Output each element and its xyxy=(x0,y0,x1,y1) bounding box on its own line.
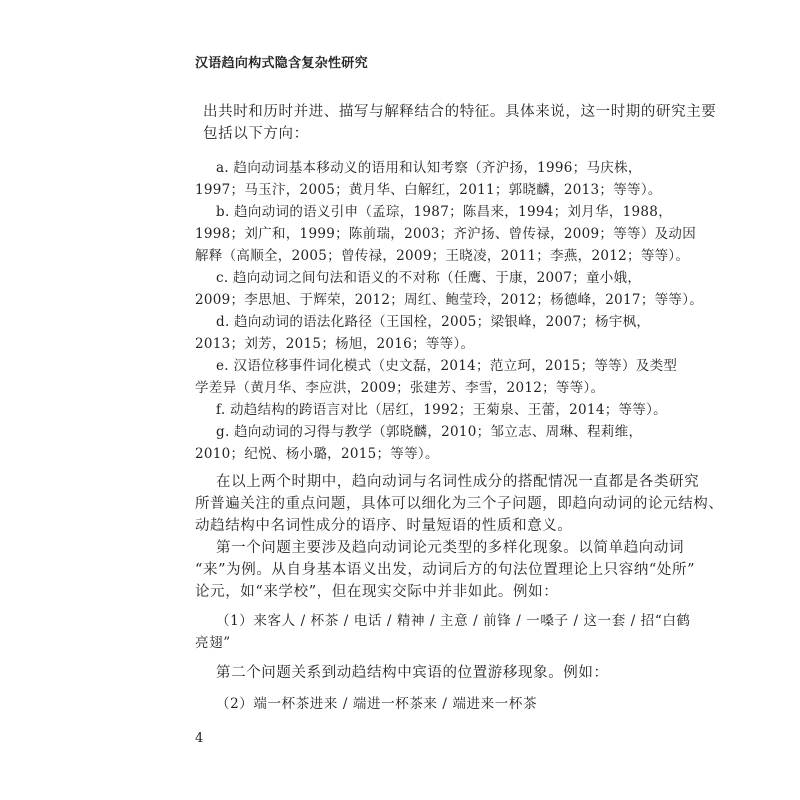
paragraph-line: 所普遍关注的重点问题，具体可以细化为三个子问题，即趋向动词的论元结构、 xyxy=(195,496,724,512)
example-2: （2）端一杯茶进来 / 端进一杯茶来 / 端进来一杯茶 xyxy=(216,696,538,712)
paragraph-line: 第一个问题主要涉及趋向动词论元类型的多样化现象。以简单趋向动词 xyxy=(216,540,685,556)
page-number: 4 xyxy=(195,731,204,746)
paragraph-line: 在以上两个时期中，趋向动词与名词性成分的搭配情况一直都是各类研究 xyxy=(216,474,700,490)
list-item-b-cont: 1998；刘广和，1999；陈前瑞，2003；齐沪扬、曾传禄，2009；等等）及动因 xyxy=(195,226,697,242)
list-item-b-cont: 解释（高顺全，2005；曾传禄，2009；王晓凌，2011；李燕，2012；等等）。 xyxy=(195,248,690,264)
list-item-a-cont: 1997；马玉汴，2005；黄月华、白解红，2011；郭晓麟，2013；等等）。 xyxy=(195,182,662,198)
paragraph-line: “来”为例。从自身基本语义出发，动词后方的句法位置理论上只容纳“处所” xyxy=(195,562,696,578)
list-item-c: c. 趋向动词之间句法和语义的不对称（任鹰、于康，2007；童小娥， xyxy=(216,270,642,286)
list-item-e-cont: 学差异（黄月华、李应洪，2009；张建芳、李雪，2012；等等）。 xyxy=(195,380,605,396)
running-head: 汉语趋向构式隐含复杂性研究 xyxy=(195,56,368,71)
intro-line: 包括以下方向： xyxy=(203,126,309,142)
list-item-f: f. 动趋结构的跨语言对比（居红，1992；王菊泉、王蕾，2014；等等）。 xyxy=(216,402,667,418)
paragraph-line: 论元，如“来学校”，但在现实交际中并非如此。例如： xyxy=(195,584,559,600)
list-item-g-cont: 2010；纪悦、杨小璐，2015；等等）。 xyxy=(195,446,439,462)
list-item-g: g. 趋向动词的习得与教学（郭晓麟，2010；邹立志、周琳、程莉维， xyxy=(216,424,643,440)
example-1: （1）来客人 / 杯茶 / 电话 / 精神 / 主意 / 前锋 / 一嗓子 / 这一套 / 招“白鹤 xyxy=(216,613,691,629)
list-item-b: b. 趋向动词的语义引申（孟琮，1987；陈昌来，1994；刘月华，1988， xyxy=(216,204,672,220)
intro-line: 出共时和历时并进、描写与解释结合的特征。具体来说，这一时期的研究主要 xyxy=(203,104,717,120)
paragraph-line: 第二个问题关系到动趋结构中宾语的位置游移现象。例如： xyxy=(216,665,609,681)
list-item-d-cont: 2013；刘芳，2015；杨旭，2016；等等）。 xyxy=(195,336,475,352)
list-item-d: d. 趋向动词的语法化路径（王国栓，2005；梁银峰，2007；杨宇枫， xyxy=(216,314,651,330)
paragraph-line: 动趋结构中名词性成分的语序、时量短语的性质和意义。 xyxy=(195,518,573,534)
example-1-cont: 亮翅” xyxy=(195,635,231,651)
list-item-c-cont: 2009；李思旭、于辉荣，2012；周红、鲍莹玲，2012；杨德峰，2017；等等）。 xyxy=(195,292,704,308)
list-item-e: e. 汉语位移事件词化模式（史文磊，2014；范立珂，2015；等等）及类型 xyxy=(216,358,678,374)
list-item-a: a. 趋向动词基本移动义的语用和认知考察（齐沪扬，1996；马庆株， xyxy=(216,160,642,176)
